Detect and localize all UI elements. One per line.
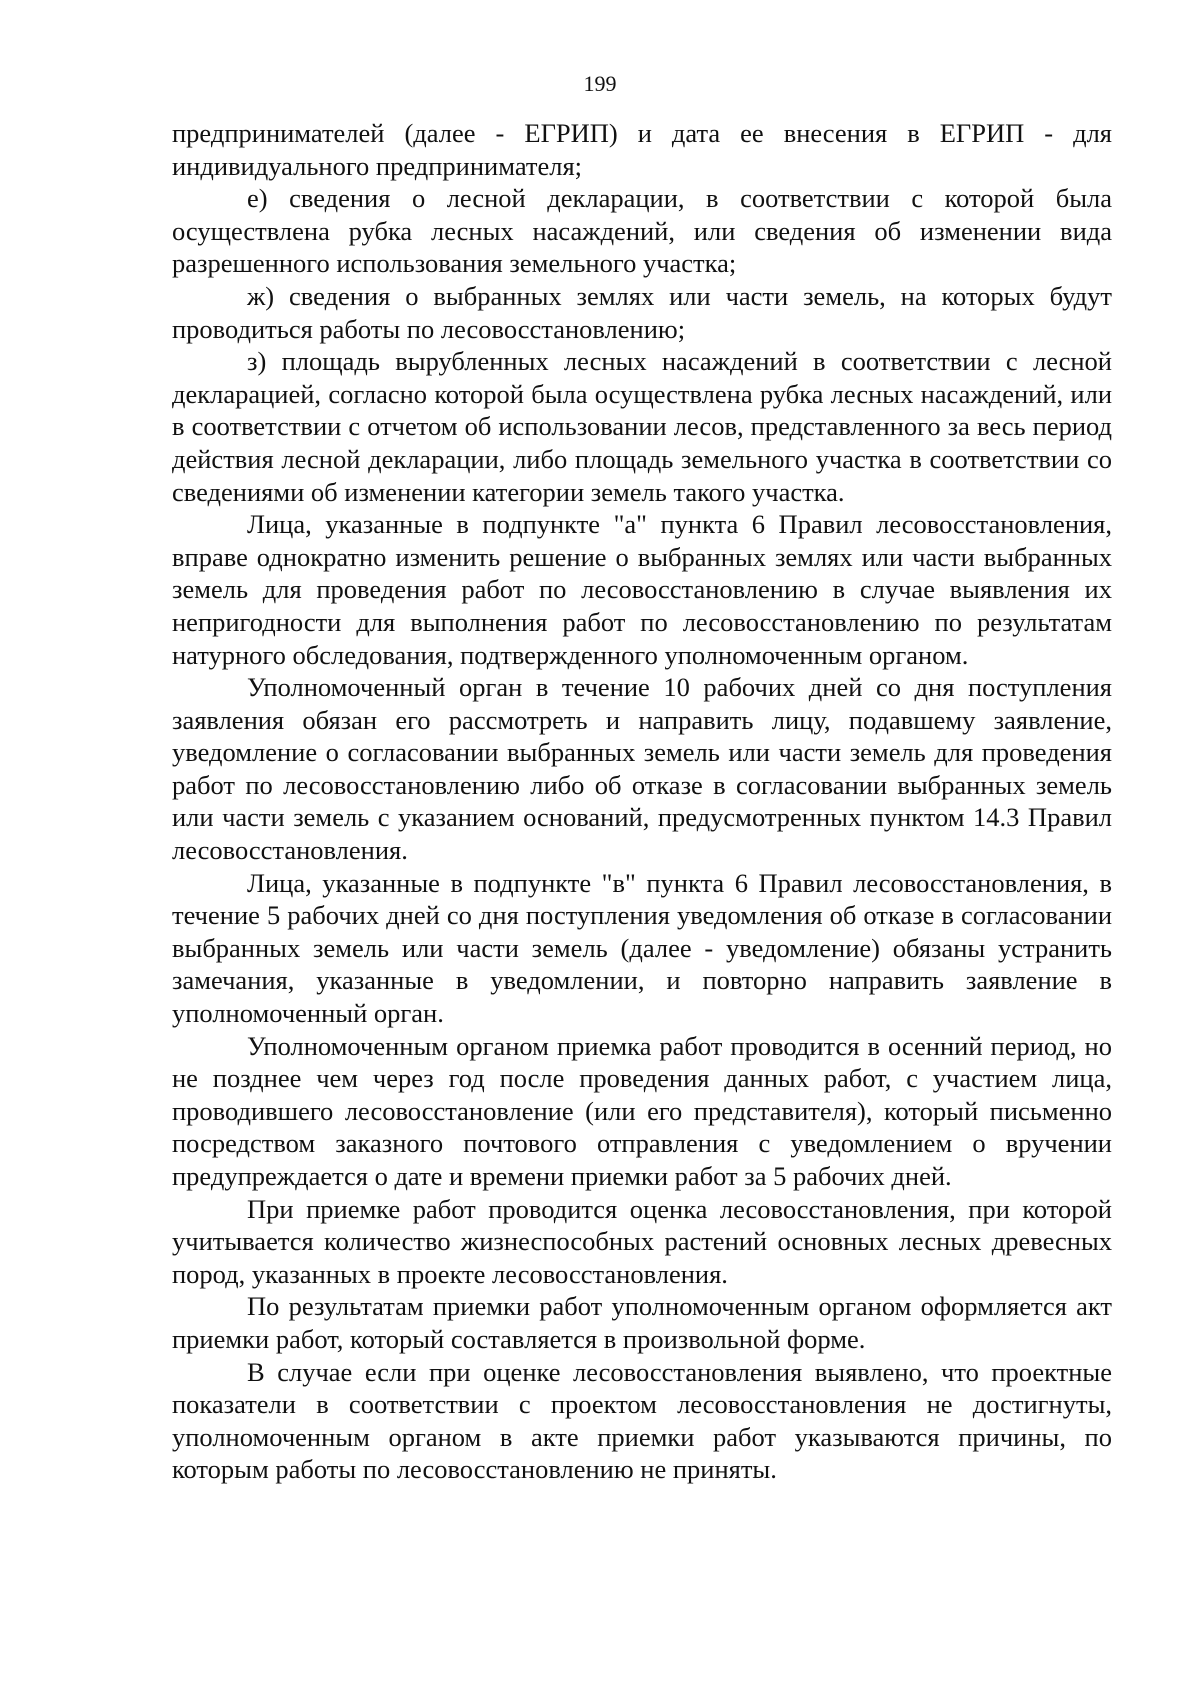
page-number: 199: [583, 71, 617, 96]
paragraph-not-accepted: В случае если при оценке лесовосстановления выявлено, что проектные показатели в соответствии с проектом лесовосстановления не достигнуты, уполномоченным органом в акте приемки работ указываются причины, по которым работы по лесовосстановлению не приняты.: [172, 1356, 1112, 1485]
paragraph-acceptance-act: По результатам приемки работ уполномоченным органом оформляется акт приемки работ, который составляется в произвольной форме.: [172, 1291, 1112, 1354]
paragraph-acceptance-period: Уполномоченным органом приемка работ проводится в осенний период, но не позднее чем через год после проведения данных работ, с участием лица, проводившего лесовосстановление (или его представителя), который письменно посредством заказного почтового отправления с уведомлением о вручении предупреждается о дате и времени приемки работ за 5 рабочих дней.: [172, 1030, 1112, 1191]
paragraph-acceptance-evaluation: При приемке работ проводится оценка лесовосстановления, при которой учитывается количество жизнеспособных растений основных лесных древесных пород, указанных в проекте лесовосстановления.: [172, 1193, 1112, 1289]
paragraph-continuation: предпринимателей (далее - ЕГРИП) и дата ее внесения в ЕГРИП - для индивидуального предпринимателя;: [172, 118, 1112, 181]
paragraph-change-decision: Лица, указанные в подпункте "а" пункта 6 Правил лесовосстановления, вправе однократно изменить решение о выбранных землях или части выбранных земель для проведения работ по лесовосстановлению в случае выявления их непригодности для выполнения работ по лесовосстановлению по результатам натурного обследования, подтвержденного уполномоченным органом.: [172, 509, 1112, 670]
paragraph-fix-remarks: Лица, указанные в подпункте "в" пункта 6 Правил лесовосстановления, в течение 5 рабочих дней со дня поступления уведомления об отказе в согласовании выбранных земель или части земель (далее - уведомление) обязаны устранить замечания, указанные в уведомлении, и повторно направить заявление в уполномоченный орган.: [172, 867, 1112, 1029]
paragraph-item-z: з) площадь вырубленных лесных насаждений в соответствии с лесной декларацией, согласно которой была осуществлена рубка лесных насаждений, или в соответствии с отчетом об использовании лесов, представленного за весь период действия лесной декларации, либо площадь земельного участка в соответствии со сведениями об изменении категории земель такого участка.: [172, 346, 1112, 507]
document-body: [172, 117, 1112, 1486]
paragraph-item-zh: ж) сведения о выбранных землях или части земель, на которых будут проводиться работы по лесовосстановлению;: [172, 280, 1112, 344]
paragraph-authority-review: Уполномоченный орган в течение 10 рабочих дней со дня поступления заявления обязан его рассмотреть и направить лицу, подавшему заявление, уведомление о согласовании выбранных земель или части земель для проведения работ по лесовосстановлению либо об отказе в согласовании выбранных земель или части земель с указанием оснований, предусмотренных пунктом 14.3 Правил лесовосстановления.: [172, 672, 1112, 866]
paragraph-item-e: е) сведения о лесной декларации, в соответствии с которой была осуществлена рубка лесных насаждений, или сведения об изменении вида разрешенного использования земельного участка;: [172, 183, 1112, 279]
